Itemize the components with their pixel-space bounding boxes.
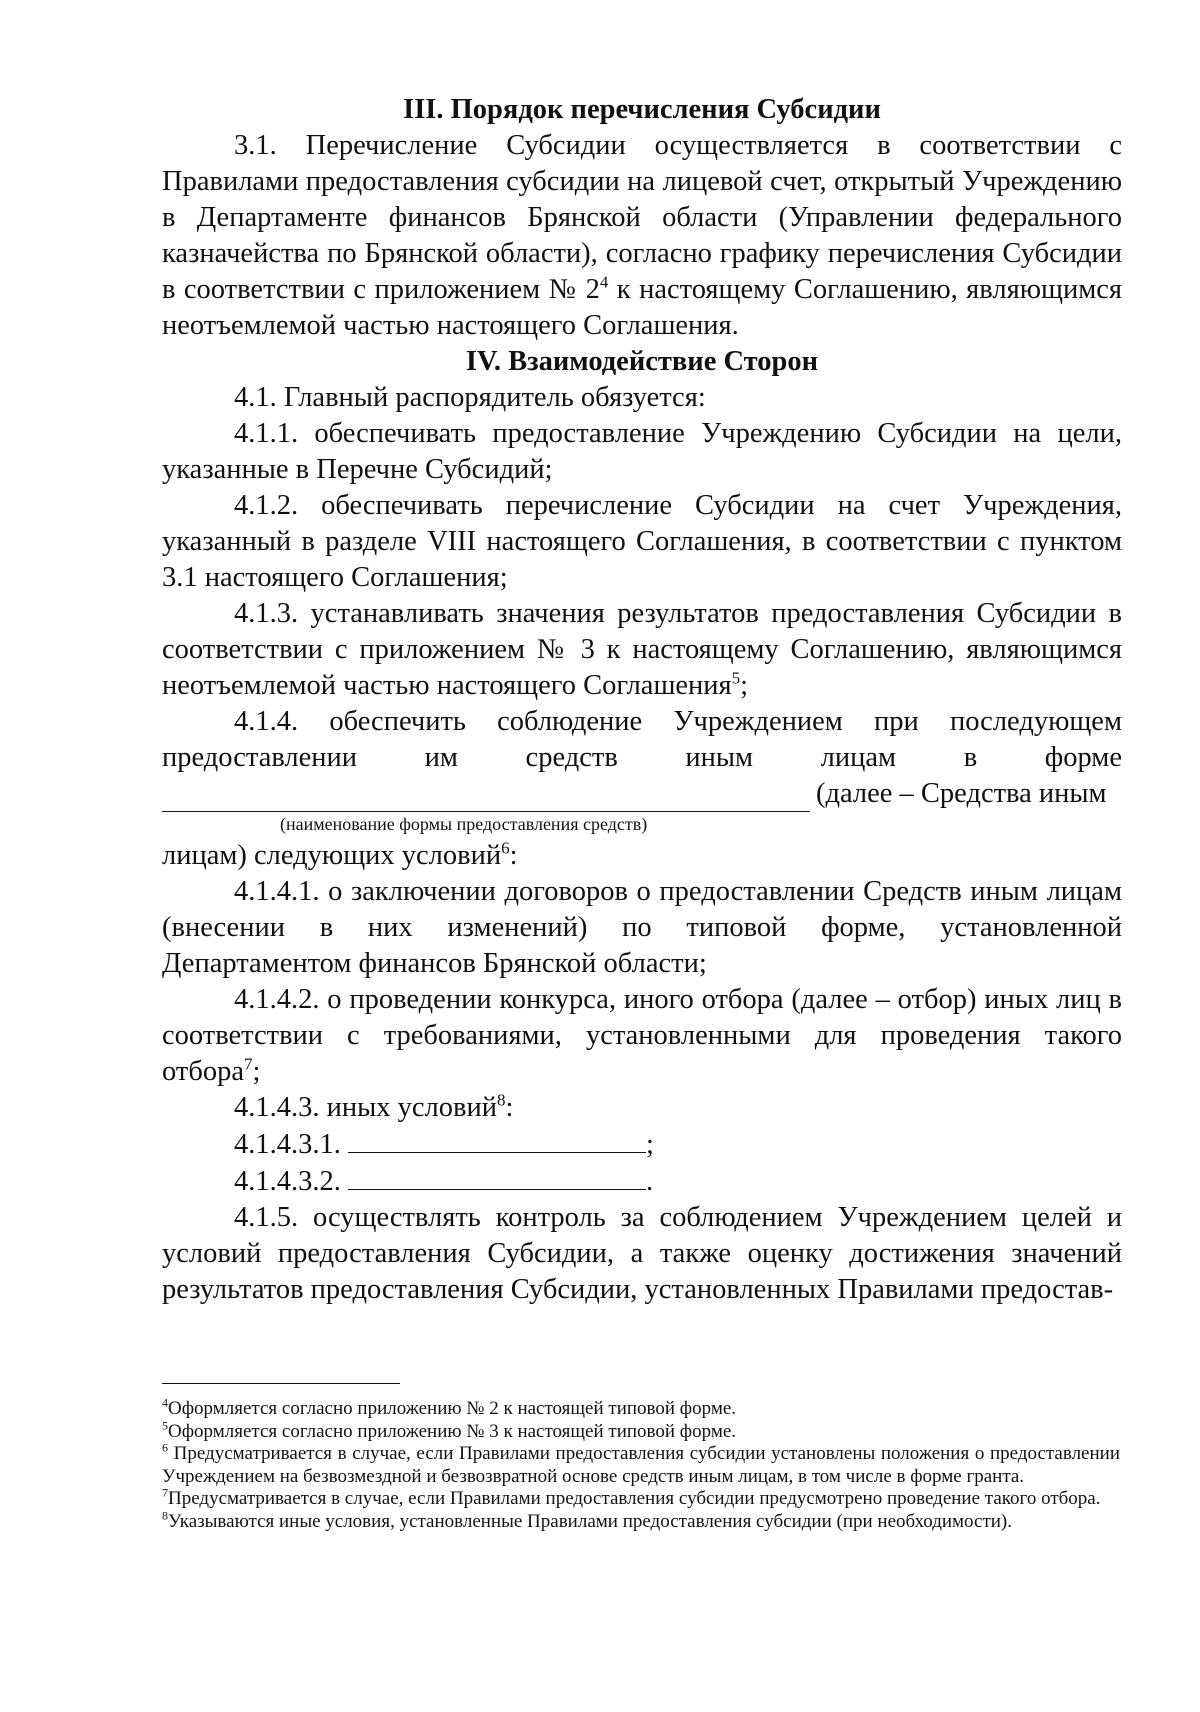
form-name-blank	[162, 781, 810, 812]
paragraph-4-1-4-line-3	[162, 776, 1122, 812]
footnote-ref-7: 7	[243, 1054, 253, 1074]
footnote-8: $^8$Указываются иные условия, установленные Правилами предоставления субсидии (при необходимости).	[162, 1508, 1013, 1532]
paragraph-3-1: 3.1. Перечисление Субсидии осуществляется в соответствии с Правилами предоставления субсидии на лицевой счет, открытый Учреждению в Департаменте финансов Брянской области (Управлении федерального казначейства по Брянской области), согласно графику перечисления Субсидии в соответствии с приложением № $2^4$ к настоящему Соглашению, являющимся неотъемлемой частью настоящего Соглашения.	[162, 130, 1122, 341]
footnote-7: $^7$Предусматривается в случае, если Правилами предоставления субсидии предусмотрено проведение такого отбора.	[162, 1485, 1101, 1509]
paragraph-4-1-4-3-2: 4.1.4.3.2. .	[162, 1163, 1122, 1200]
footnote-6: $^6$ Предусматривается в случае, если Правилами предоставления субсидии установлены положения о предоставлении Учреждением на безвозмездной и безвозвратной основе средств иным лицам, в том числе в форме гранта.	[162, 1440, 1120, 1487]
paragraph-4-1-2: 4.1.2. обеспечивать перечисление Субсидии на счет Учреждения, указанный в разделе VIII настоящего Соглашения, в соответствии с пунктом 3.1 настоящего Соглашения;	[162, 490, 1122, 593]
footnote-ref-4: 4	[599, 272, 609, 292]
paragraph-4-1-4-3-1: 4.1.4.3.1. ;	[162, 1126, 1122, 1163]
footnote-ref-6: 6	[501, 838, 510, 858]
paragraph-4-1-4-1: 4.1.4.1. о заключении договоров о предоставлении Средств иным лицам (внесении в них изменений) по типовой форме, установленной Департаментом финансов Брянской области;	[162, 876, 1122, 979]
document-body	[162, 92, 1122, 1308]
footnotes	[162, 1395, 1120, 1533]
footnote-separator	[162, 1383, 400, 1384]
paragraph-4-1-5: 4.1.5. осуществлять контроль за соблюдением Учреждением целей и условий предоставления Субсидии, а также оценку достижения значений результатов предоставления Субсидии, установленных Правилами предостав-	[162, 1202, 1122, 1305]
paragraph-4-1-4-3: 4.1.4.3. иных условий$^8$:	[234, 1090, 514, 1123]
condition-2-blank	[348, 1163, 646, 1190]
condition-1-blank	[348, 1126, 646, 1153]
footnote-5: $^5$Оформляется согласно приложению № 3 к настоящей типовой форме.	[162, 1418, 737, 1442]
paragraph-4-1-1: 4.1.1. обеспечивать предоставление Учреждению Субсидии на цели, указанные в Перечне Субсидий;	[162, 418, 1122, 485]
paragraph-4-1-4-after-blank: (далее – Средства иным	[816, 778, 1107, 809]
section-4-title: IV. Взаимодействие Сторон	[465, 346, 819, 377]
footnote-ref-8: 8	[497, 1090, 506, 1110]
form-name-caption: (наименование формы предоставления средств)	[280, 814, 648, 834]
paragraph-4-1-3: 4.1.3. устанавливать значения результатов предоставления Субсидии в соответствии с приложением № 3 к настоящему Соглашению, являющимся неотъемлемой частью настоящего Соглашения$^5$;	[162, 598, 1122, 701]
paragraph-4-1: 4.1. Главный распорядитель обязуется:	[234, 382, 706, 413]
paragraph-4-1-4-line-4: лицам) следующих условий$^6$:	[162, 838, 518, 871]
footnote-4: $^4$Оформляется согласно приложению № 2 к настоящей типовой форме.	[162, 1395, 737, 1419]
footnote-ref-5: 5	[731, 668, 741, 688]
paragraph-4-1-4-line-1: 4.1.4. обеспечить соблюдение Учреждением при последующем	[234, 706, 1122, 737]
section-3-title: III. Порядок перечисления Субсидии	[403, 94, 881, 125]
paragraph-4-1-4-2: 4.1.4.2. о проведении конкурса, иного отбора (далее – отбор) иных лиц в соответствии с требованиями, установленными для проведения такого отбора$^7$;	[162, 984, 1122, 1087]
paragraph-4-1-4-line-2: предоставлении им средств иным лицам в форме	[162, 742, 1122, 773]
